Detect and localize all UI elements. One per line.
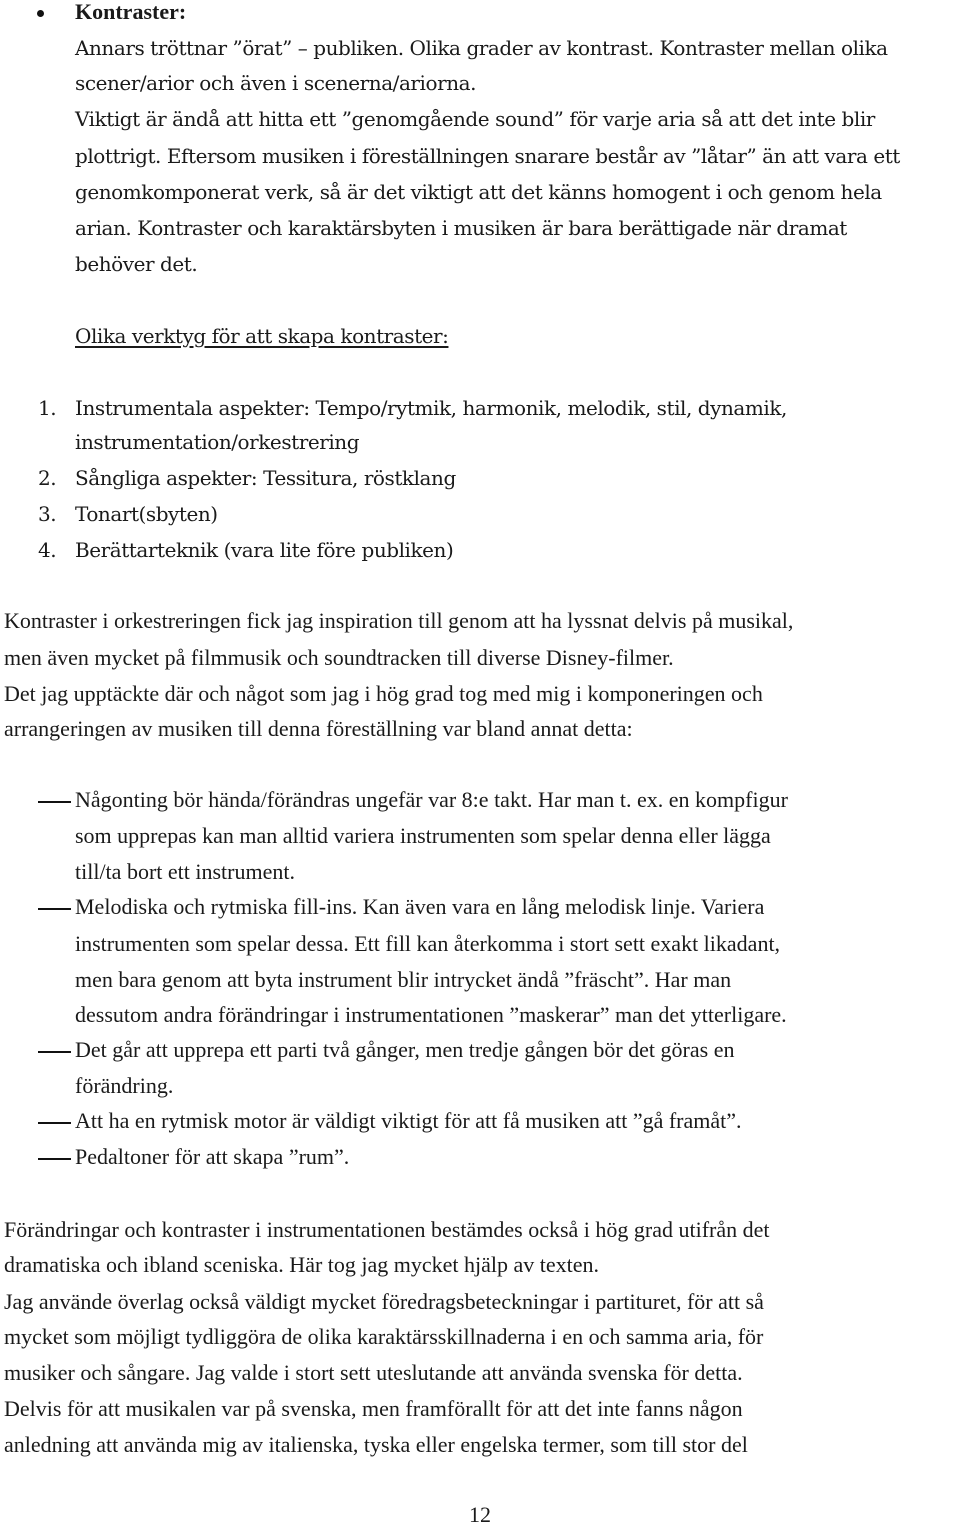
list-number: 3. [38, 502, 57, 526]
bullet-icon [37, 10, 44, 17]
paragraph-line: mycket som möjligt tydliggöra de olika karaktärsskillnaderna i en och samma aria, för [4, 1324, 764, 1349]
paragraph-line: dramatiska och ibland sceniska. Här tog jag mycket hjälp av texten. [4, 1252, 600, 1277]
dash-bullet-icon [38, 1158, 71, 1160]
intro-line: scener/arior och även i scenerna/ariorna. [75, 71, 477, 95]
paragraph-line: musiker och sångare. Jag valde i stort sett uteslutande att använda svenska för detta. [4, 1360, 743, 1385]
intro-line: arian. Kontraster och karaktärsbyten i musiken är bara berättigade när dramat [75, 216, 847, 240]
list-number: 1. [38, 396, 57, 420]
list-number: 4. [38, 538, 57, 562]
page-number: 12 [469, 1502, 491, 1527]
list-item: Sångliga aspekter: Tessitura, röstklang [75, 466, 456, 490]
dash-item-line: förändring. [75, 1073, 174, 1098]
dash-item-line: Någonting bör hända/förändras ungefär var 8:e takt. Har man t. ex. en kompfigur [75, 787, 788, 812]
dash-item-line: Det går att upprepa ett parti två gånger, men tredje gången bör det göras en [75, 1037, 735, 1062]
list-item: Berättarteknik (vara lite före publiken) [75, 538, 454, 562]
dash-bullet-icon [38, 908, 71, 910]
paragraph-line: Delvis för att musikalen var på svenska, men framförallt för att det inte fanns någon [4, 1396, 743, 1421]
dash-item-line: som upprepas kan man alltid variera instrumenten som spelar denna eller lägga [75, 823, 771, 848]
paragraph-line: Kontraster i orkestreringen fick jag inspiration till genom att ha lyssnat delvis på musikal, [4, 608, 794, 633]
intro-line: Viktigt är ändå att hitta ett ”genomgående sound” för varje aria så att det inte blir [75, 107, 875, 131]
dash-item-line: Pedaltoner för att skapa ”rum”. [75, 1144, 350, 1169]
paragraph-line: arrangeringen av musiken till denna föreställning var bland annat detta: [4, 716, 633, 741]
section-heading: Kontraster: [75, 0, 187, 24]
dash-item-line: till/ta bort ett instrument. [75, 859, 295, 884]
intro-line: behöver det. [75, 252, 198, 276]
dash-bullet-icon [38, 1122, 71, 1124]
intro-line: Annars tröttnar ”örat” – publiken. Olika grader av kontrast. Kontraster mellan olika [75, 36, 888, 60]
paragraph-line: Det jag upptäckte där och något som jag i hög grad tog med mig i komponeringen och [4, 681, 763, 706]
list-number: 2. [38, 466, 57, 490]
paragraph-line: anledning att använda mig av italienska, tyska eller engelska termer, som till stor del [4, 1432, 748, 1457]
intro-line: plottrigt. Eftersom musiken i föreställningen snarare består av ”låtar” än att vara ett [75, 144, 900, 168]
dash-item-line: dessutom andra förändringar i instrumentationen ”maskerar” man det ytterligare. [75, 1002, 787, 1027]
paragraph-line: Förändringar och kontraster i instrumentationen bestämdes också i hög grad utifrån det [4, 1217, 770, 1242]
dash-bullet-icon [38, 1051, 71, 1053]
list-item: Tonart(sbyten) [75, 502, 218, 526]
paragraph-line: men även mycket på filmmusik och soundtracken till diverse Disney-filmer. [4, 645, 674, 670]
dash-item-line: Melodiska och rytmiska fill-ins. Kan även vara en lång melodisk linje. Variera [75, 894, 765, 919]
dash-bullet-icon [38, 801, 71, 803]
tools-title: Olika verktyg för att skapa kontraster: [75, 324, 449, 348]
list-item: Instrumentala aspekter: Tempo/rytmik, harmonik, melodik, stil, dynamik, [75, 396, 787, 420]
intro-line: genomkomponerat verk, så är det viktigt att det känns homogent i och genom hela [75, 180, 882, 204]
paragraph-line: Jag använde överlag också väldigt mycket föredragsbeteckningar i partituret, för att så [4, 1289, 764, 1314]
list-item: instrumentation/orkestrering [75, 430, 360, 454]
dash-item-line: Att ha en rytmisk motor är väldigt viktigt för att få musiken att ”gå framåt”. [75, 1108, 742, 1133]
dash-item-line: men bara genom att byta instrument blir intrycket ändå ”fräscht”. Har man [75, 967, 732, 992]
dash-item-line: instrumenten som spelar dessa. Ett fill kan återkomma i stort sett exakt likadant, [75, 931, 781, 956]
